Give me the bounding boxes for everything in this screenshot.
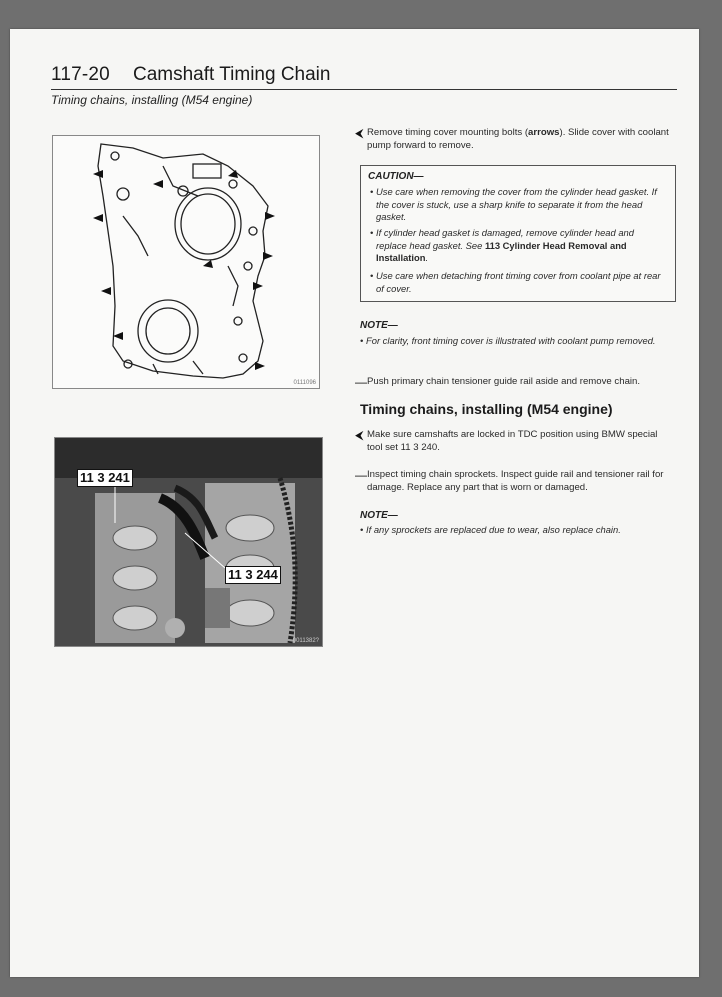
step-bold-text: arrows [528, 127, 560, 138]
note-bullet [360, 524, 660, 537]
note-bullet [360, 335, 660, 348]
step-remove-chain [357, 375, 675, 388]
step-lock-camshafts [357, 428, 675, 454]
caution-box [360, 165, 676, 302]
bullet-icon: • [370, 227, 374, 238]
step-text: Remove timing cover mounting bolts ( [367, 127, 529, 138]
step-text: Push primary chain tensioner guide rail aside and remove chain. [367, 376, 641, 387]
step-text: ). Slide cover with coolant pump forward to remove. [367, 127, 669, 151]
bullet-icon: • [370, 186, 374, 197]
caution-title: CAUTION— [368, 171, 424, 182]
camshaft-locking-photo [54, 437, 323, 647]
section-heading: Timing chains, installing (M54 engine) [360, 401, 613, 417]
step-text: Make sure camshafts are locked in TDC position using BMW special tool set 11 3 240. [367, 429, 658, 453]
caution-bullet-text: If cylinder head gasket is damaged, remove cylinder head and replace head gasket. See [376, 227, 634, 251]
step-text: Inspect timing chain sprockets. Inspect guide rail and tensioner rail for damage. Replace any part that is worn or damaged. [367, 469, 664, 493]
note-title: NOTE— [360, 320, 398, 331]
callout-tool-11-3-244: 11 3 244 [225, 566, 281, 584]
callout-tool-11-3-241: 11 3 241 [77, 469, 133, 487]
bullet-icon: • [370, 270, 374, 281]
note-title: NOTE— [360, 510, 398, 521]
caution-bullet-bold: 113 Cylinder Head Removal and Installation [376, 239, 627, 263]
chapter-title: Camshaft Timing Chain [133, 64, 331, 85]
figure-code: 0011382? [292, 638, 319, 644]
page-header [51, 64, 677, 90]
step-remove-cover [357, 126, 675, 152]
caution-bullet-text: Use care when removing the cover from the cylinder head gasket. If the cover is stuck, use a sharp knife to separate it from the head gasket. [376, 186, 657, 222]
caution-bullet [370, 270, 666, 295]
timing-cover-illustration [52, 135, 320, 389]
caution-bullet [370, 227, 666, 265]
bullet-icon: • [360, 524, 364, 535]
caution-bullet [370, 186, 666, 224]
note-bullet-text: For clarity, front timing cover is illustrated with coolant pump removed. [366, 335, 656, 346]
caution-bullet-text: Use care when detaching front timing cover from coolant pipe at rear of cover. [376, 270, 661, 294]
step-inspect-sprockets [357, 468, 675, 494]
manual-page [10, 29, 699, 977]
bullet-icon: • [360, 335, 364, 346]
note-bullet-text: If any sprockets are replaced due to wear, also replace chain. [366, 524, 621, 535]
dash-marker: — [355, 375, 367, 389]
figure-code: 0111096 [293, 380, 316, 386]
caution-bullet-text: . [425, 252, 429, 263]
timing-cover-drawing [53, 136, 319, 388]
left-arrow-icon: ⮜ [355, 126, 364, 140]
section-subheader: Timing chains, installing (M54 engine) [51, 93, 253, 107]
page-number: 117-20 [51, 64, 110, 85]
left-arrow-icon: ⮜ [355, 428, 364, 442]
dash-marker: — [355, 468, 367, 482]
